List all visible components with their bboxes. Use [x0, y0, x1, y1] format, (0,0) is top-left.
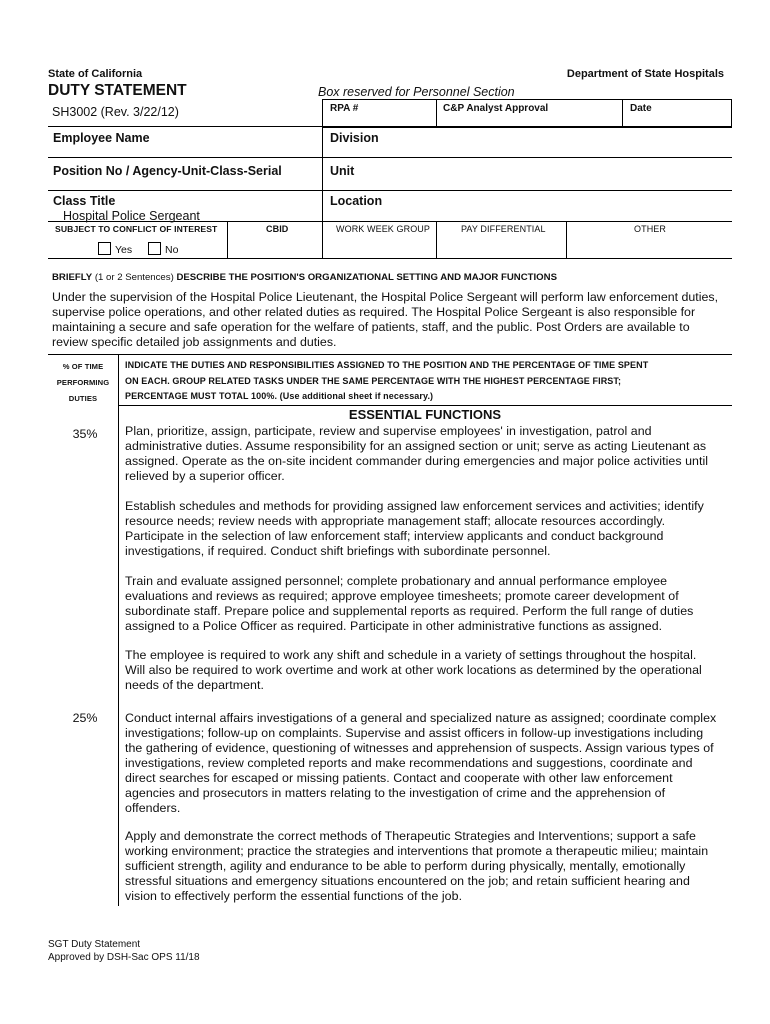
unit-field[interactable] [330, 178, 725, 189]
location-label: Location [330, 194, 383, 208]
employee-name-label: Employee Name [53, 131, 150, 145]
unit-label: Unit [330, 164, 355, 178]
conflict-of-interest-label: SUBJECT TO CONFLICT OF INTEREST [55, 224, 218, 234]
duty-paragraph[interactable]: Train and evaluate assigned personnel; complete probationary and annual performance employee evaluations and reviews as required; approve employee timesheets; promote career development of subordinate staff. Prepare police and supplemental reports as required. Perform the full range of duties assigned to a Police Officer as required. Participate in other administrative functions as assigned. [125, 574, 694, 633]
duty-paragraph[interactable]: The employee is required to work any shift and schedule in a variety of settings throughout the hospital. Will also be required to work overtime and work at other work locations as determined by the operational needs of the department. [125, 648, 702, 692]
state-label: State of California [48, 68, 143, 80]
no-label: No [165, 244, 179, 256]
department-label: Department of State Hospitals [566, 68, 724, 80]
briefly-heading [52, 272, 557, 283]
pct-header-line2: PERFORMING [56, 378, 110, 387]
pct-header-line3: DUTIES [68, 394, 98, 403]
duty-percent-2[interactable]: 25% [72, 711, 98, 725]
reserved-note: Box reserved for Personnel Section [318, 85, 515, 99]
position-number-field[interactable] [53, 178, 315, 189]
date-label: Date [630, 103, 652, 114]
yes-checkbox[interactable] [98, 242, 111, 255]
form-number: SH3002 (Rev. 3/22/12) [52, 105, 179, 119]
employee-name-field[interactable] [53, 145, 315, 156]
duty-paragraph[interactable]: Apply and demonstrate the correct methods of Therapeutic Strategies and Interventions; support a safe working environment; practice the strategies and interventions that promote a therapeutic milieu; maintain sufficient strength, agility and endurance to be able to perform during physically, mentally, emotionally stressful situations and emergency situations encountered on the job; and retain sufficient hearing and vision to effectively perform the essential functions of the job. [125, 829, 709, 903]
briefly-paren: (1 or 2 Sentences) [92, 272, 177, 283]
duty-paragraph[interactable]: Plan, prioritize, assign, participate, review and supervise employees' in investigation, patrol and administrative duties. Assume responsibility for an assigned section or unit; serve as acting Lieutenant as assigned. Operate as the on-site incident commander during emergencies and major police activities until relieved by a superior officer. [125, 424, 709, 483]
class-title-value[interactable]: Hospital Police Sergeant [63, 209, 200, 223]
position-number-label: Position No / Agency-Unit-Class-Serial [53, 164, 282, 178]
location-field[interactable] [330, 208, 725, 220]
no-checkbox[interactable] [148, 242, 161, 255]
duty-paragraph[interactable]: Establish schedules and methods for providing assigned law enforcement services and activities; identify resource needs; review needs with appropriate management staff; allocate resources accordingly. Participate in the selection of law enforcement staff; interview applicants and conduct background investigations, if required. Conduct shift briefings with subordinate personnel. [125, 499, 704, 558]
pay-differential-label: PAY DIFFERENTIAL [461, 224, 546, 234]
pct-header-line1: % OF TIME [62, 362, 104, 371]
footer-line1: SGT Duty Statement [48, 939, 141, 950]
pay-differential-field[interactable] [441, 236, 561, 256]
duty-percent-1[interactable]: 35% [72, 427, 98, 441]
conflict-yes-option[interactable] [98, 242, 132, 256]
work-week-group-label: WORK WEEK GROUP [336, 224, 431, 234]
essential-functions-title: ESSENTIAL FUNCTIONS [348, 407, 502, 422]
position-summary[interactable]: Under the supervision of the Hospital Police Lieutenant, the Hospital Police Sergeant will perform law enforcement duties, supervise police operations, and other related duties as required. The Hospital Police Sergeant is also responsible for maintaining a secure and safe operation for the welfare of patients, staff, and the public. Post Orders are available to review specific detailed job assignments and duties. [52, 290, 719, 349]
other-field[interactable] [571, 236, 726, 256]
rpa-label: RPA # [330, 103, 359, 114]
instruction-line2: ON EACH. GROUP RELATED TASKS UNDER THE SAME PERCENTAGE WITH THE HIGHEST PERCENTAGE FIRST; [125, 376, 622, 386]
duty-paragraph[interactable]: Conduct internal affairs investigations of a general and specialized nature as assigned; coordinate complex investigations; follow-up on complaints. Supervise and assist officers in follow-up investigations including the gathering of evidence, questioning of witnesses and apprehension of suspects. Assign various types of investigations, review completed reports and make recommendations and suggestions, coordinate and direct searches for escaped or missing patients. Contact and cooperate with other law enforcement agencies and prosecutors in matters relating to the investigation of crime and the apprehension of offenders. [125, 711, 717, 815]
yes-label: Yes [115, 244, 133, 256]
other-label: OTHER [634, 224, 666, 234]
division-field[interactable] [330, 145, 725, 156]
instruction-line1: INDICATE THE DUTIES AND RESPONSIBILITIES ASSIGNED TO THE POSITION AND THE PERCENTAGE OF TIME SPENT [125, 360, 649, 370]
form-title: DUTY STATEMENT [48, 82, 187, 99]
work-week-group-field[interactable] [327, 236, 432, 256]
briefly-prefix: BRIEFLY [52, 272, 93, 283]
conflict-no-option[interactable] [148, 242, 178, 256]
instruction-line3: PERCENTAGE MUST TOTAL 100%. (Use additional sheet if necessary.) [125, 391, 434, 401]
briefly-rest: DESCRIBE THE POSITION'S ORGANIZATIONAL SETTING AND MAJOR FUNCTIONS [176, 272, 557, 283]
class-title-label: Class Title [53, 194, 116, 208]
cp-analyst-label: C&P Analyst Approval [443, 103, 549, 114]
division-label: Division [330, 131, 379, 145]
footer-line2: Approved by DSH-Sac OPS 11/18 [48, 952, 200, 963]
cbid-label: CBID [266, 224, 289, 234]
